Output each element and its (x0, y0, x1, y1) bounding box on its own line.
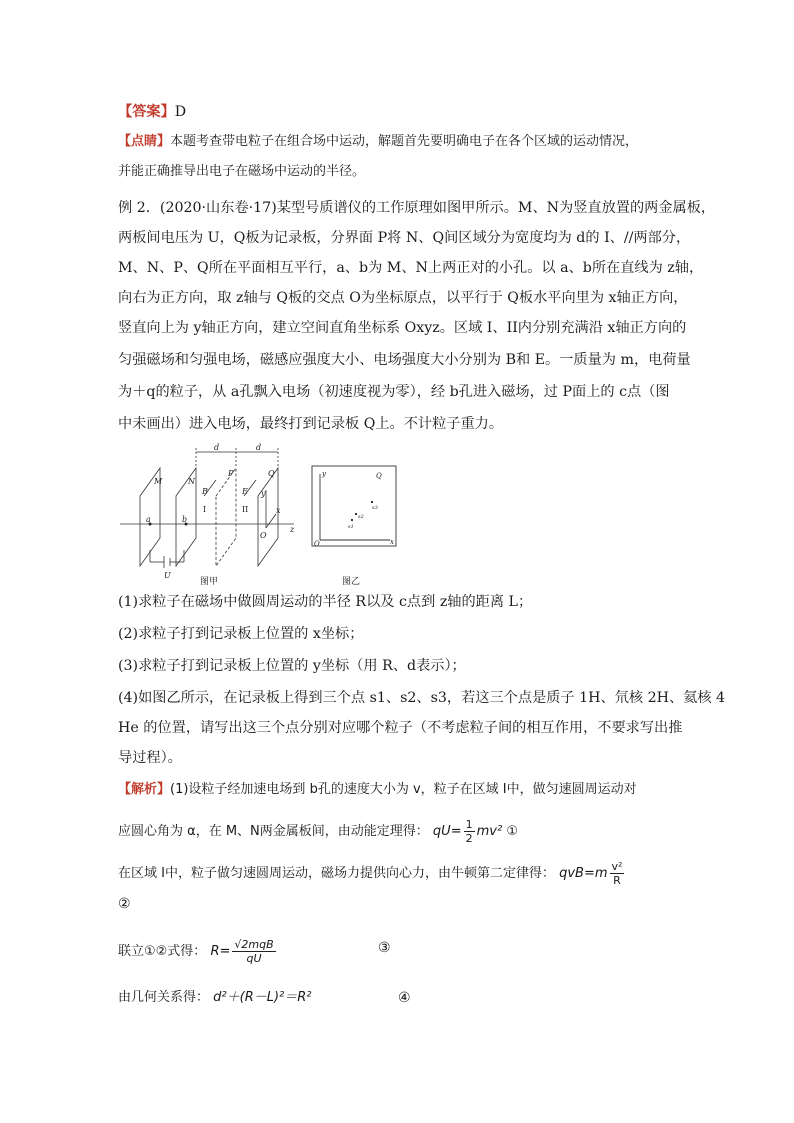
label-m: M (154, 477, 163, 486)
solution-text-4: 联立①②式得： (118, 944, 207, 959)
figure-jia-caption: 图甲 (200, 577, 219, 587)
problem-line-1: 例 2．(2020·山东卷·17)某型号质谱仪的工作原理如图甲所示。M、N为竖直放置的两金属板， (118, 200, 716, 216)
question-4-line-3: 导过程）。 (118, 750, 182, 766)
answer-line (118, 102, 186, 122)
eq2-lhs: qvB=m (559, 866, 608, 881)
plane-p (216, 468, 236, 566)
label-region-ii: II (242, 505, 249, 514)
label-x-axis: x (276, 506, 281, 515)
label-q: Q (268, 469, 275, 478)
eq4: d²＋(R－L)²＝R² (213, 990, 312, 1005)
solution-text-5: 由几何关系得： (118, 990, 210, 1005)
question-3: (3)求粒子打到记录板上位置的 y坐标（用 R、d表示）； (118, 658, 466, 674)
label-d2: d (256, 443, 262, 452)
problem-line-2: 两板间电压为 U，Q板为记录板，分界面 P将 N、Q间区域分为宽度均为 d的 I、//两部分， (118, 230, 691, 246)
label-d1: d (214, 443, 220, 452)
answer-tag: 【答案】 (118, 104, 175, 120)
label-n: N (188, 477, 195, 486)
eq3-fraction (232, 938, 275, 965)
comment-text-1: 本题考查带电粒子在组合场中运动，解题首先要明确电子在各个区域的运动情况， (170, 134, 639, 149)
solution-line-3 (118, 860, 626, 887)
yi-label-s2: s2 (358, 514, 364, 520)
label-b: b (182, 515, 188, 524)
label-origin: O (260, 531, 267, 540)
eq2-fraction (610, 860, 625, 887)
label-region-i: I (203, 505, 207, 514)
solution-line-2 (118, 818, 518, 845)
eq1-rhs: mv² (476, 824, 503, 839)
label-z-axis: z (290, 525, 295, 534)
x-axis-line (266, 514, 276, 528)
eq2-mark: ② (118, 896, 131, 912)
yi-label-s3: s3 (372, 505, 378, 511)
label-y-axis: y (261, 489, 266, 498)
problem-line-5: 竖直向上为 y轴正方向，建立空间直角坐标系 Oxyz。区域 I、II内分别充满沿 x轴正方向的 (118, 320, 687, 336)
plate-q (258, 468, 278, 566)
figure-yi-caption: 图乙 (342, 577, 361, 587)
eq2-denominator: R (613, 874, 621, 887)
eq1-lhs: qU= (432, 824, 462, 839)
question-2: (2)求粒子打到记录板上位置的 x坐标； (118, 626, 364, 642)
yi-label-y: y (322, 470, 326, 478)
label-p: P (228, 469, 234, 478)
problem-line-6: 匀强磁场和匀强电场，磁感应强度大小、电场强度大小分别为 B和 E。一质量为 m，电荷量 (118, 352, 691, 368)
eq3-numerator: √2mqB (234, 938, 274, 951)
problem-line-7: 为＋q的粒子，从 a孔飘入电场（初速度视为零），经 b孔进入磁场，过 P面上的 c点（图 (118, 384, 670, 400)
answer-value: D (174, 104, 187, 120)
question-4-line-2: He 的位置，请写出这三个点分别对应哪个粒子（不考虑粒子间的相互作用，不要求写出推 (118, 720, 683, 736)
question-1: (1)求粒子在磁场中做圆周运动的半径 R以及 c点到 z轴的距离 L； (118, 594, 533, 610)
comment-line-1 (118, 132, 638, 152)
label-u: U (164, 571, 171, 580)
solution-text-3: 在区域 I中，粒子做匀速圆周运动，磁场力提供向心力，由牛顿第二定律得： (118, 866, 555, 881)
label-e-field: E (242, 487, 248, 496)
figure-yi-diagram (306, 462, 402, 554)
question-4-line-1: (4)如图乙所示，在记录板上得到三个点 s1、s2、s3，若这三个点是质子 1H、氘核 2H、氦核 4 (118, 690, 726, 706)
eq1-mark: ① (506, 824, 518, 839)
solution-text-1: (1)设粒子经加速电场到 b孔的速度大小为 v，粒子在区域 I中，做匀速圆周运动对 (170, 782, 637, 797)
eq3-denominator: qU (246, 952, 262, 965)
point-s3 (371, 501, 373, 503)
eq3-mark: ③ (378, 940, 391, 956)
eq4-mark: ④ (398, 990, 411, 1006)
eq2-numerator: v² (611, 860, 623, 873)
problem-line-4: 向右为正方向，取 z轴与 Q板的交点 O为坐标原点，以平行于 Q板水平向里为 x轴正方向， (118, 290, 688, 306)
eq3-lhs: R= (210, 944, 231, 959)
figure-jia-diagram (118, 438, 300, 586)
solution-text-2: 应圆心角为 α，在 M、N两金属板间，由动能定理得： (118, 824, 429, 839)
problem-line-8: 中未画出）进入电场，最终打到记录板 Q上。不计粒子重力。 (118, 416, 504, 432)
solution-tag: 【解析】 (118, 782, 171, 797)
yi-label-q: Q (376, 472, 382, 480)
comment-tag: 【点睛】 (118, 134, 171, 149)
yi-label-s1: s1 (348, 524, 354, 530)
label-b-field: B (202, 487, 208, 496)
record-board-q (312, 466, 396, 546)
solution-line-5 (118, 988, 312, 1008)
eq1-denominator: 2 (465, 832, 473, 845)
comment-line-2: 并能正确推导出电子在磁场中运动的半径。 (118, 164, 366, 179)
eq1-fraction (464, 818, 475, 845)
solution-line-4 (118, 938, 278, 965)
problem-line-3: M、N、P、Q所在平面相互平行，a、b为 M、N上两正对的小孔。以 a、b所在直线为 z轴， (118, 260, 704, 276)
point-s1 (351, 519, 353, 521)
label-a: a (146, 515, 151, 524)
eq1-numerator: 1 (465, 818, 473, 831)
solution-line-1 (118, 780, 637, 800)
yi-label-o: O (314, 540, 320, 548)
yi-label-x: x (390, 538, 394, 546)
point-s2 (355, 513, 357, 515)
